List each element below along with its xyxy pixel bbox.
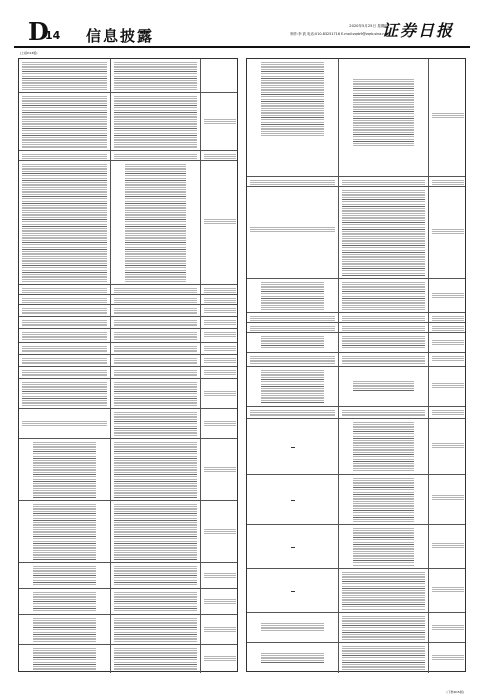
table-cell xyxy=(19,285,111,294)
table-row xyxy=(19,59,237,93)
table-cell xyxy=(339,187,429,278)
table-row xyxy=(19,317,237,329)
table-row xyxy=(247,279,465,313)
table-cell xyxy=(201,355,239,366)
table-cell xyxy=(339,613,429,642)
table-row xyxy=(19,367,237,379)
right-table xyxy=(246,58,466,672)
table-row xyxy=(19,615,237,645)
masthead xyxy=(14,0,470,48)
page-letter: D xyxy=(28,17,49,46)
table-cell xyxy=(201,329,239,342)
table-cell xyxy=(429,643,467,673)
table-cell xyxy=(111,439,201,500)
table-cell xyxy=(247,569,339,612)
table-cell xyxy=(429,367,467,406)
table-cell xyxy=(429,407,467,418)
table-row xyxy=(19,329,237,343)
table-cell xyxy=(429,353,467,366)
table-cell xyxy=(339,407,429,418)
table-cell xyxy=(429,475,467,524)
table-row xyxy=(19,343,237,355)
table-row xyxy=(247,407,465,419)
table-cell xyxy=(429,569,467,612)
table-row xyxy=(19,93,237,151)
table-cell xyxy=(339,313,429,322)
table-cell xyxy=(247,279,339,312)
table-cell xyxy=(201,161,239,284)
table-row xyxy=(19,161,237,285)
table-cell xyxy=(111,367,201,378)
table-row xyxy=(19,645,237,673)
table-cell xyxy=(19,439,111,500)
table-cell xyxy=(111,615,201,644)
table-cell xyxy=(247,323,339,332)
table-cell xyxy=(247,367,339,406)
table-row xyxy=(247,177,465,187)
table-cell xyxy=(111,151,201,160)
table-cell xyxy=(201,93,239,150)
table-cell xyxy=(111,645,201,673)
table-cell xyxy=(19,295,111,304)
table-cell xyxy=(201,317,239,328)
table-cell xyxy=(429,177,467,186)
table-cell xyxy=(111,355,201,366)
table-cell xyxy=(429,313,467,322)
table-cell xyxy=(339,333,429,352)
table-row xyxy=(247,525,465,569)
table-cell xyxy=(19,589,111,614)
table-row xyxy=(19,409,237,439)
table-cell xyxy=(201,59,239,92)
table-row xyxy=(19,295,237,305)
table-cell xyxy=(111,589,201,614)
table-row xyxy=(247,475,465,525)
table-cell xyxy=(19,161,111,284)
table-cell xyxy=(19,409,111,438)
table-cell xyxy=(201,305,239,316)
table-cell xyxy=(247,353,339,366)
table-row xyxy=(247,569,465,613)
table-cell xyxy=(339,569,429,612)
date-line: 2020年5月25日 星期四 xyxy=(349,24,388,28)
table-cell xyxy=(339,419,429,474)
table-cell xyxy=(339,475,429,524)
table-cell xyxy=(111,305,201,316)
table-row xyxy=(19,563,237,589)
table-cell xyxy=(201,379,239,408)
table-cell xyxy=(339,59,429,176)
table-cell xyxy=(339,353,429,366)
table-row xyxy=(19,439,237,501)
table-row xyxy=(19,355,237,367)
table-cell xyxy=(429,613,467,642)
table-cell xyxy=(111,379,201,408)
table-cell xyxy=(111,501,201,562)
table-row xyxy=(19,151,237,161)
table-cell xyxy=(19,563,111,588)
table-cell xyxy=(111,343,201,354)
table-cell xyxy=(201,409,239,438)
table-cell xyxy=(19,93,111,150)
table-row xyxy=(19,589,237,615)
table-cell xyxy=(19,59,111,92)
table-cell xyxy=(201,285,239,294)
table-cell xyxy=(339,279,429,312)
table-cell xyxy=(201,563,239,588)
table-cell xyxy=(19,379,111,408)
table-cell xyxy=(247,525,339,568)
table-cell xyxy=(111,93,201,150)
table-cell xyxy=(339,643,429,673)
table-cell xyxy=(247,407,339,418)
section-title: 信息披露 xyxy=(86,27,155,45)
table-cell xyxy=(339,525,429,568)
table-cell xyxy=(429,59,467,176)
table-cell xyxy=(247,419,339,474)
page-number: 14 xyxy=(45,29,61,42)
table-cell xyxy=(429,419,467,474)
table-cell xyxy=(247,613,339,642)
table-cell xyxy=(247,313,339,322)
table-row xyxy=(19,501,237,563)
table-cell xyxy=(201,439,239,500)
table-cell xyxy=(19,151,111,160)
table-cell xyxy=(247,177,339,186)
table-cell xyxy=(111,317,201,328)
table-cell xyxy=(19,645,111,673)
table-cell xyxy=(19,355,111,366)
table-cell xyxy=(429,333,467,352)
table-cell xyxy=(247,643,339,673)
table-row xyxy=(247,367,465,407)
table-cell xyxy=(247,333,339,352)
table-row xyxy=(247,643,465,673)
table-cell xyxy=(19,501,111,562)
table-row xyxy=(247,613,465,643)
table-cell xyxy=(247,475,339,524)
table-cell xyxy=(19,615,111,644)
table-cell xyxy=(201,589,239,614)
table-row xyxy=(247,353,465,367)
table-cell xyxy=(19,343,111,354)
table-cell xyxy=(201,295,239,304)
table-cell xyxy=(339,323,429,332)
contact-line: 制作:李 波 电话:010-83251716 E-mail:zqrb9@zqrb.sina.net xyxy=(290,32,388,36)
table-cell xyxy=(201,645,239,673)
table-row xyxy=(247,313,465,323)
table-cell xyxy=(429,323,467,332)
continuation-note: (上接D13版) xyxy=(20,51,38,55)
table-cell xyxy=(201,151,239,160)
table-cell xyxy=(339,367,429,406)
table-cell xyxy=(429,187,467,278)
table-cell xyxy=(429,525,467,568)
table-row xyxy=(19,285,237,295)
table-row xyxy=(247,333,465,353)
table-cell xyxy=(429,279,467,312)
table-row xyxy=(19,379,237,409)
paper-logo: 证券日报 xyxy=(381,21,454,40)
left-table xyxy=(18,58,238,672)
table-cell xyxy=(111,563,201,588)
table-row xyxy=(19,305,237,317)
table-cell xyxy=(19,317,111,328)
table-cell xyxy=(111,409,201,438)
table-row xyxy=(247,187,465,279)
table-cell xyxy=(19,305,111,316)
table-cell xyxy=(247,59,339,176)
table-cell xyxy=(247,187,339,278)
table-cell xyxy=(111,161,201,284)
table-row xyxy=(247,323,465,333)
table-cell xyxy=(201,615,239,644)
table-cell xyxy=(201,367,239,378)
table-cell xyxy=(19,329,111,342)
table-cell xyxy=(111,59,201,92)
table-cell xyxy=(19,367,111,378)
table-cell xyxy=(201,343,239,354)
table-row xyxy=(247,59,465,177)
continuation-footer: (下转D15版) xyxy=(446,690,464,694)
table-row xyxy=(247,419,465,475)
table-cell xyxy=(339,177,429,186)
table-cell xyxy=(111,295,201,304)
table-cell xyxy=(111,285,201,294)
table-cell xyxy=(201,501,239,562)
table-cell xyxy=(111,329,201,342)
